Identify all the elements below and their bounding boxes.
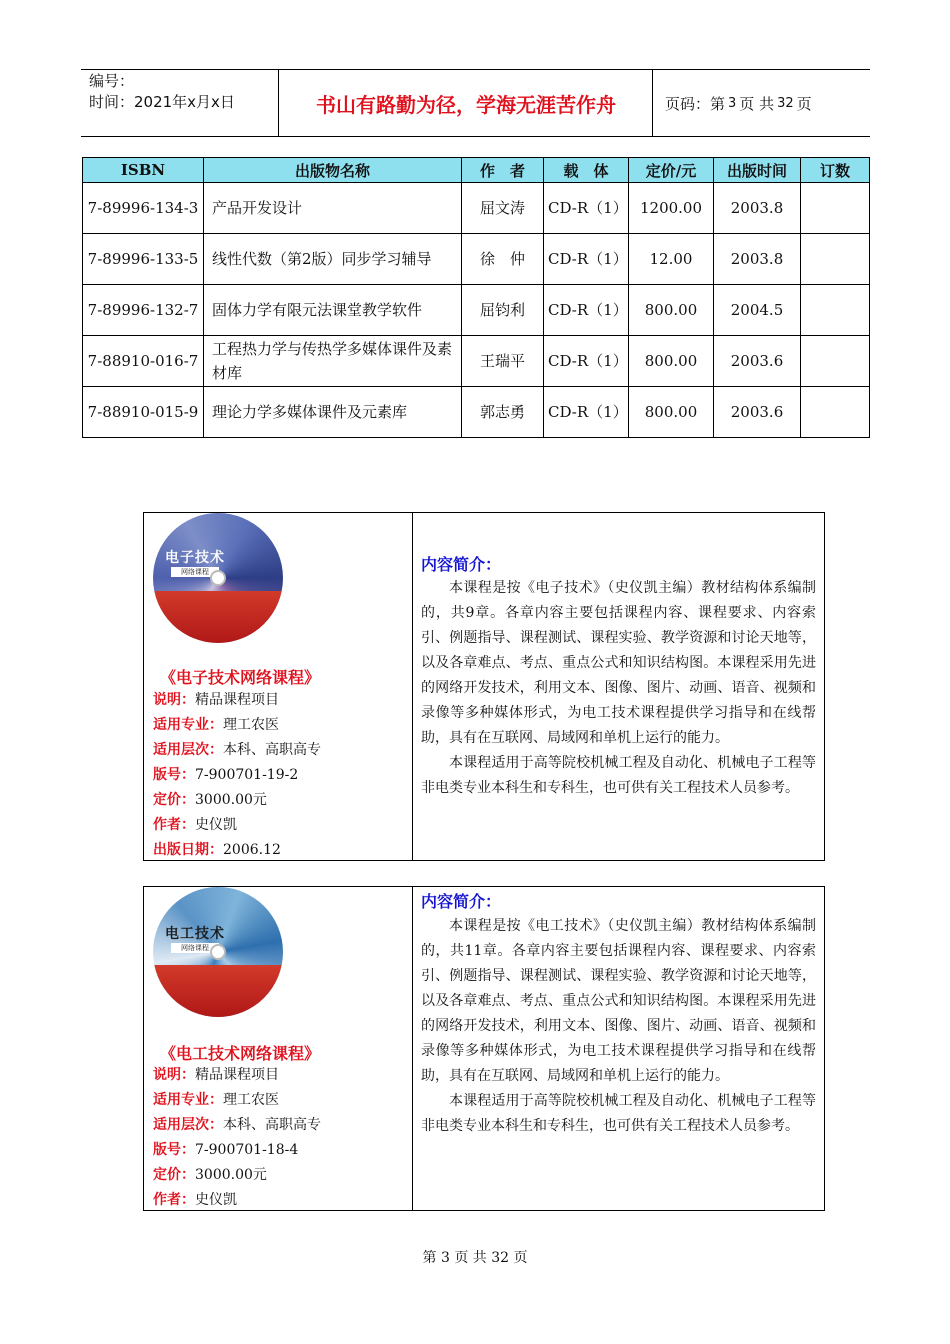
meta-major xyxy=(153,1088,321,1113)
meta-price xyxy=(153,1163,321,1188)
label: 说明： xyxy=(153,1067,195,1083)
footer-page-number: 3 xyxy=(440,1250,450,1266)
label: 版号： xyxy=(153,1142,195,1158)
label: 作者： xyxy=(153,1192,195,1208)
cover-subtitle: 网络课程 xyxy=(171,943,219,953)
intro-paragraph: 本课程适用于高等院校机械工程及自动化、机械电子工程等非电类专业本科生和专科生，也可供有关工程技术人员参考。 xyxy=(421,1093,816,1134)
table-row xyxy=(83,234,870,285)
footer-page-total: 32 xyxy=(491,1250,510,1266)
media-cell: CD-R（1） xyxy=(544,285,629,336)
cd-hole xyxy=(210,944,226,960)
title-cell: 工程热力学与传热学多媒体课件及素材库 xyxy=(204,336,462,387)
author-cell: 屈文涛 xyxy=(462,183,544,234)
meta-desc xyxy=(153,688,321,713)
value: 7-900701-19-2 xyxy=(195,767,299,783)
intro-paragraph: 本课程是按《电工技术》（史仪凯主编）教材结构体系编制的，共11章。各章内容主要包括课程内容、课程要求、内容索引、例题指导、课程测试、课程实验、教学资源和讨论天地等，以及各章难点、考点、重点公式和知识结构图。本课程采用先进的网络开发技术，利用文本、图像、图片、动画、语音、视频和录像等多种媒体形式，为电工技术课程提供学习指导和在线帮助，具有在互联网、局域网和单机上运行的能力。 xyxy=(421,918,816,1084)
time-label: 时间：2021年x月x日 xyxy=(89,93,235,111)
isbn-cell: 7-89996-134-3 xyxy=(83,183,204,234)
cover-subtitle: 网络课程 xyxy=(171,567,219,577)
meta-major xyxy=(153,713,321,738)
media-cell: CD-R（1） xyxy=(544,336,629,387)
course-info-panel xyxy=(144,887,413,1210)
isbn-cell: 7-89996-132-7 xyxy=(83,285,204,336)
qty-cell[interactable] xyxy=(801,387,870,438)
meta-price xyxy=(153,788,321,813)
label: 作者： xyxy=(153,817,195,833)
header-meta xyxy=(81,70,279,136)
table-row xyxy=(83,183,870,234)
cd-cover-image xyxy=(153,887,283,1017)
intro-paragraph: 本课程适用于高等院校机械工程及自动化、机械电子工程等非电类专业本科生和专科生，也可供有关工程技术人员参考。 xyxy=(421,755,816,796)
qty-cell[interactable] xyxy=(801,336,870,387)
course-info-panel xyxy=(144,513,413,860)
label: 适用层次： xyxy=(153,1117,223,1133)
author-cell: 屈钧利 xyxy=(462,285,544,336)
title-cell: 产品开发设计 xyxy=(204,183,462,234)
course-title: 《电工技术网络课程》 xyxy=(160,1044,321,1063)
value: 3000.00元 xyxy=(195,792,267,808)
meta-level xyxy=(153,738,321,763)
meta-author xyxy=(153,813,321,838)
cd-hole xyxy=(210,570,226,586)
date-cell: 2003.6 xyxy=(714,387,801,438)
price-cell: 800.00 xyxy=(629,387,714,438)
author-cell: 徐 仲 xyxy=(462,234,544,285)
page-header xyxy=(81,69,870,137)
footer-mid: 页 共 xyxy=(454,1250,487,1266)
media-cell: CD-R（1） xyxy=(544,183,629,234)
meta-isbn xyxy=(153,1138,321,1163)
value: 史仪凯 xyxy=(195,817,237,833)
label: 说明： xyxy=(153,692,195,708)
author-cell: 王瑞平 xyxy=(462,336,544,387)
label: 定价： xyxy=(153,792,195,808)
page-footer xyxy=(0,1247,950,1267)
value: 本科、高职高专 xyxy=(223,742,321,758)
intro-heading: 内容简介： xyxy=(421,892,502,911)
cover-title: 电工技术 xyxy=(165,926,225,942)
meta-isbn xyxy=(153,763,321,788)
label: 适用层次： xyxy=(153,742,223,758)
col-isbn: ISBN xyxy=(83,158,204,183)
meta-level xyxy=(153,1113,321,1138)
author-cell: 郭志勇 xyxy=(462,387,544,438)
course-meta xyxy=(153,688,321,863)
table-row xyxy=(83,285,870,336)
label: 适用专业： xyxy=(153,717,223,733)
date-cell: 2004.5 xyxy=(714,285,801,336)
media-cell: CD-R（1） xyxy=(544,234,629,285)
value: 理工农医 xyxy=(223,717,279,733)
table-row xyxy=(83,387,870,438)
course-card-electronics xyxy=(143,512,825,861)
page-mid: 页 共 xyxy=(739,94,775,113)
number-label: 编号： xyxy=(89,72,135,90)
col-media: 载 体 xyxy=(544,158,629,183)
intro-heading: 内容简介： xyxy=(421,555,502,574)
table-row xyxy=(83,336,870,387)
meta-author xyxy=(153,1188,321,1213)
cover-band xyxy=(153,965,283,1017)
motto: 书山有路勤为径，学海无涯苦作舟 xyxy=(280,70,653,136)
cover-band xyxy=(153,591,283,643)
footer-suffix: 页 xyxy=(513,1250,528,1266)
title-cell: 线性代数（第2版）同步学习辅导 xyxy=(204,234,462,285)
page-total: 32 xyxy=(777,95,794,111)
price-cell: 800.00 xyxy=(629,285,714,336)
cd-cover-image xyxy=(153,513,283,643)
label: 适用专业： xyxy=(153,1092,223,1108)
value: 7-900701-18-4 xyxy=(195,1142,299,1158)
meta-desc xyxy=(153,1063,321,1088)
col-qty: 订数 xyxy=(801,158,870,183)
title-cell: 固体力学有限元法课堂教学软件 xyxy=(204,285,462,336)
page-indicator xyxy=(653,70,870,136)
value: 精品课程项目 xyxy=(195,1067,279,1083)
value: 理工农医 xyxy=(223,1092,279,1108)
label: 出版日期： xyxy=(153,842,223,858)
date-cell: 2003.8 xyxy=(714,234,801,285)
price-cell: 12.00 xyxy=(629,234,714,285)
course-intro-panel xyxy=(412,513,824,860)
course-card-electrical xyxy=(143,886,825,1211)
value: 本科、高职高专 xyxy=(223,1117,321,1133)
date-cell: 2003.6 xyxy=(714,336,801,387)
price-cell: 800.00 xyxy=(629,336,714,387)
label: 版号： xyxy=(153,767,195,783)
publications-table xyxy=(82,157,870,438)
col-author: 作 者 xyxy=(462,158,544,183)
isbn-cell: 7-88910-015-9 xyxy=(83,387,204,438)
value: 史仪凯 xyxy=(195,1192,237,1208)
qty-cell[interactable] xyxy=(801,234,870,285)
isbn-cell: 7-89996-133-5 xyxy=(83,234,204,285)
footer-prefix: 第 xyxy=(422,1250,437,1266)
course-meta xyxy=(153,1063,321,1213)
value: 精品课程项目 xyxy=(195,692,279,708)
page-prefix: 页码：第 xyxy=(665,94,726,113)
col-price: 定价/元 xyxy=(629,158,714,183)
course-title: 《电子技术网络课程》 xyxy=(160,668,321,687)
col-title: 出版物名称 xyxy=(204,158,462,183)
page-suffix: 页 xyxy=(796,94,812,113)
page-number: 3 xyxy=(728,95,737,111)
meta-date xyxy=(153,838,321,863)
title-cell: 理论力学多媒体课件及元素库 xyxy=(204,387,462,438)
cover-title: 电子技术 xyxy=(165,550,225,566)
label: 定价： xyxy=(153,1167,195,1183)
col-date: 出版时间 xyxy=(714,158,801,183)
course-intro-panel xyxy=(412,887,824,1210)
qty-cell[interactable] xyxy=(801,183,870,234)
price-cell: 1200.00 xyxy=(629,183,714,234)
value: 2006.12 xyxy=(223,842,281,858)
value: 3000.00元 xyxy=(195,1167,267,1183)
media-cell: CD-R（1） xyxy=(544,387,629,438)
date-cell: 2003.8 xyxy=(714,183,801,234)
isbn-cell: 7-88910-016-7 xyxy=(83,336,204,387)
intro-paragraph: 本课程是按《电子技术》（史仪凯主编）教材结构体系编制的，共9章。各章内容主要包括课程内容、课程要求、内容索引、例题指导、课程测试、课程实验、教学资源和讨论天地等，以及各章难点、考点、重点公式和知识结构图。本课程采用先进的网络开发技术，利用文本、图像、图片、动画、语音、视频和录像等多种媒体形式，为电工技术课程提供学习指导和在线帮助，具有在互联网、局域网和单机上运行的能力。 xyxy=(421,580,816,746)
table-header-row xyxy=(83,158,870,183)
qty-cell[interactable] xyxy=(801,285,870,336)
